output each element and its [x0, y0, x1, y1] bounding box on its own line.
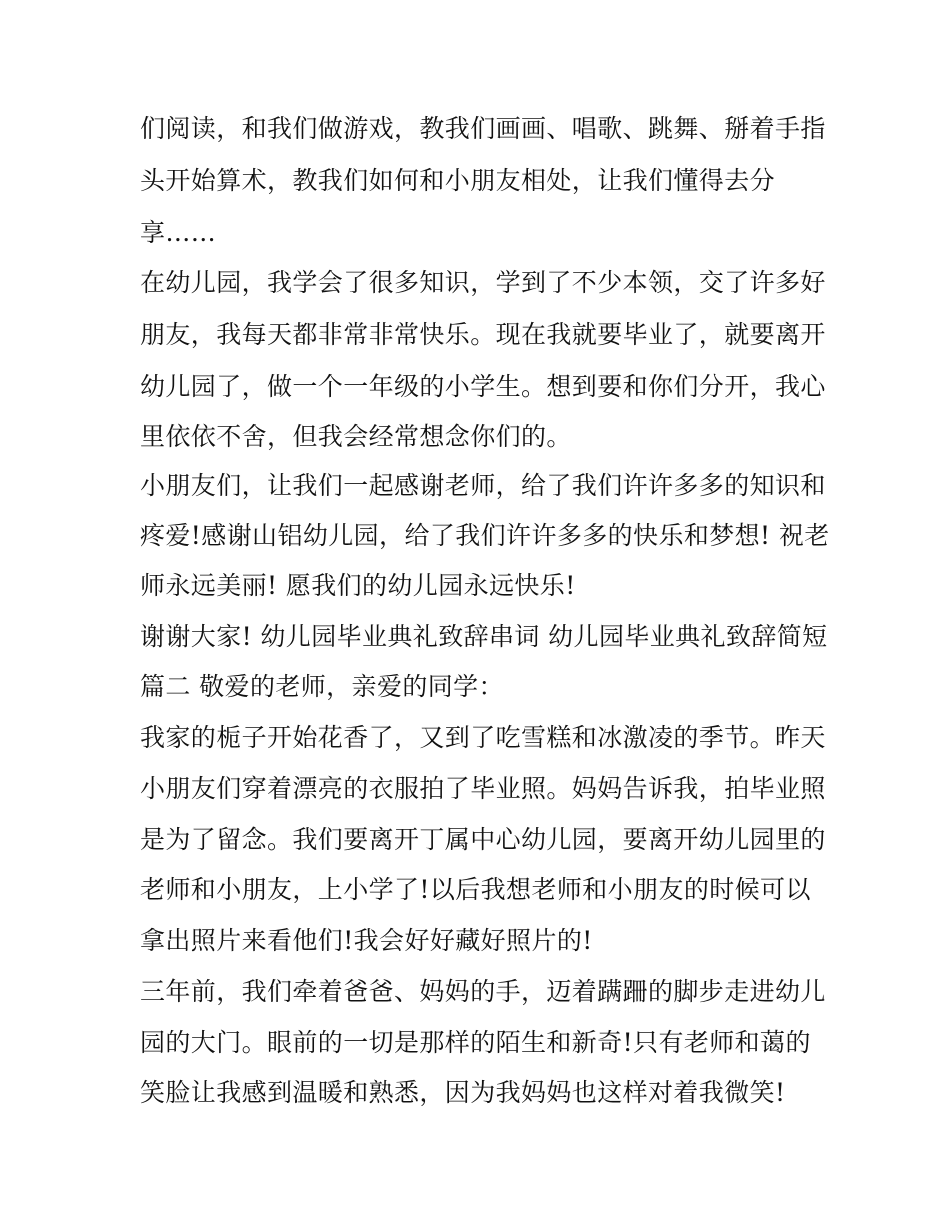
text-line: 师永远美丽! 愿我们的幼儿园永远快乐! [140, 571, 576, 600]
text-line: 笑脸让我感到温暖和熟悉，因为我妈妈也这样对着我微笑! [140, 1078, 786, 1107]
text-line: 拿出照片来看他们!我会好好藏好照片的! [140, 926, 593, 955]
text-line: 谢谢大家! 幼儿园毕业典礼致辞串词 幼儿园毕业典礼致辞简短 [140, 622, 828, 651]
text-line: 园的大门。眼前的一切是那样的陌生和新奇!只有老师和蔼的 [140, 1028, 811, 1057]
text-line: 是为了留念。我们要离开丁属中心幼儿园，要离开幼儿园里的 [140, 825, 826, 854]
text-line: 享…… [140, 218, 217, 247]
text-line: 小朋友们，让我们一起感谢老师，给了我们许许多多的知识和 [140, 471, 826, 500]
text-line: 小朋友们穿着漂亮的衣服拍了毕业照。妈妈告诉我，拍毕业照 [140, 774, 826, 803]
text-line: 疼爱!感谢山铝幼儿园，给了我们许许多多的快乐和梦想! 祝老 [140, 521, 830, 550]
text-line: 幼儿园了，做一个一年级的小学生。想到要和你们分开，我心 [140, 372, 826, 401]
text-line: 篇二 敬爱的老师，亲爱的同学： [140, 672, 504, 701]
text-line: 我家的栀子开始花香了，又到了吃雪糕和冰激凌的季节。昨天 [140, 723, 826, 752]
text-line: 头开始算术，教我们如何和小朋友相处，让我们懂得去分 [140, 166, 776, 195]
text-line: 在幼儿园，我学会了很多知识，学到了不少本领，交了许多好 [140, 268, 826, 297]
text-line: 三年前，我们牵着爸爸、妈妈的手，迈着蹒跚的脚步走进幼儿 [140, 977, 826, 1006]
text-line: 朋友，我每天都非常非常快乐。现在我就要毕业了，就要离开 [140, 320, 826, 349]
text-line: 老师和小朋友，上小学了!以后我想老师和小朋友的时候可以 [140, 875, 811, 904]
text-line: 里依依不舍，但我会经常想念你们的。 [140, 422, 572, 451]
text-line: 们阅读，和我们做游戏，教我们画画、唱歌、跳舞、掰着手指 [140, 114, 826, 143]
